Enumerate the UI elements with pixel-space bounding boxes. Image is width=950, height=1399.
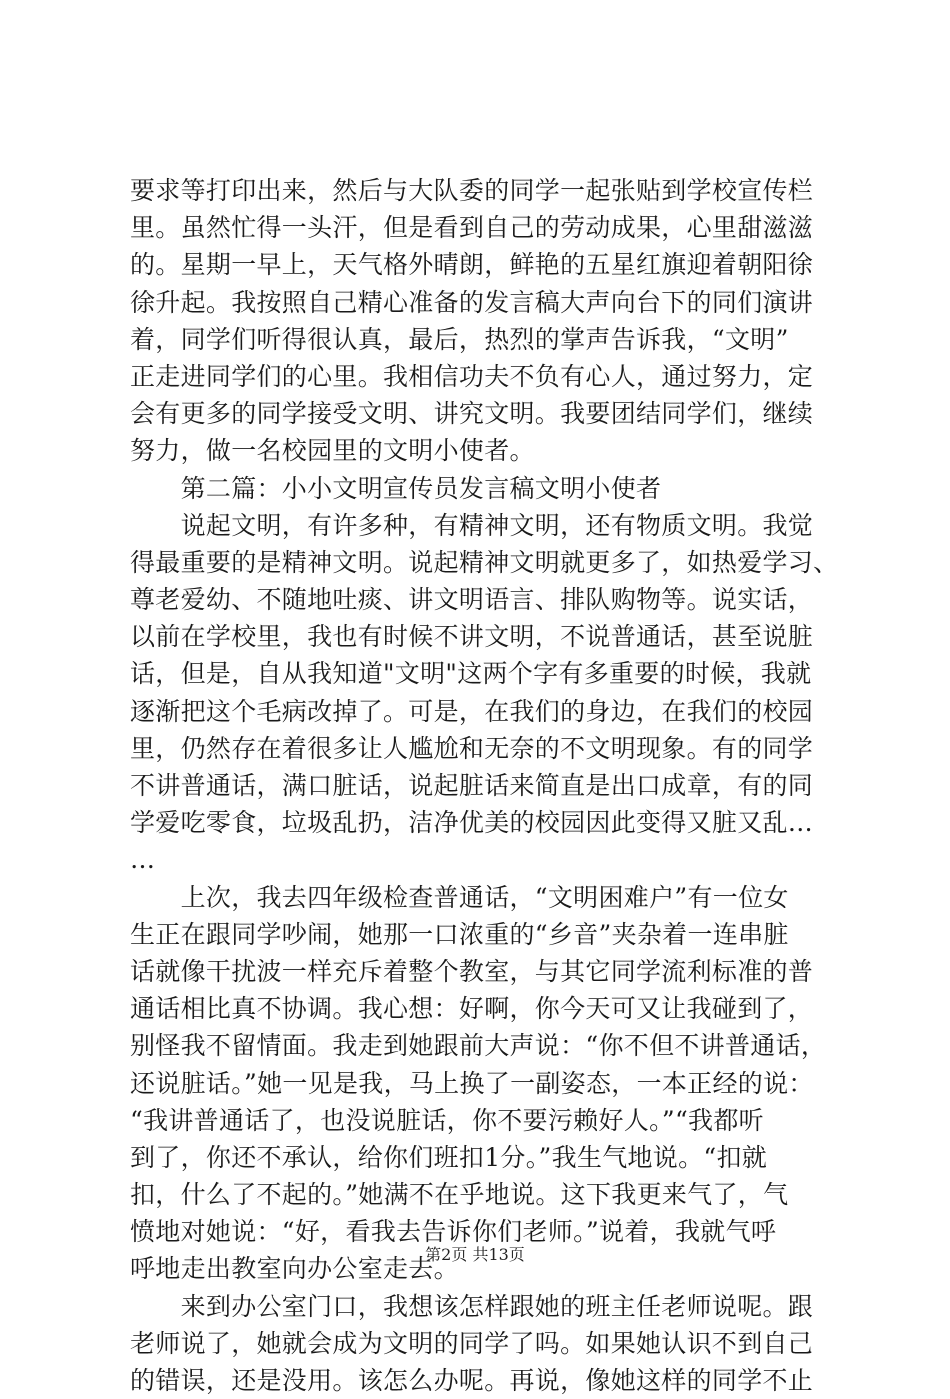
text-line: 要求等打印出来，然后与大队委的同学一起张贴到学校宣传栏 bbox=[130, 176, 814, 205]
text-line: 生正在跟同学吵闹，她那一口浓重的“乡音”夹杂着一连串脏 bbox=[130, 919, 789, 949]
text-line: 逐渐把这个毛病改掉了。可是，在我们的身边，在我们的校园 bbox=[130, 696, 814, 726]
text-line: 学爱吃零食，垃圾乱扔，洁净优美的校园因此变得又脏又乱… bbox=[130, 808, 814, 838]
text-line: 上次，我去四年级检查普通话，“文明困难户”有一位女 bbox=[130, 882, 789, 912]
text-line: 来到办公室门口，我想该怎样跟她的班主任老师说呢。跟 bbox=[130, 1291, 814, 1321]
text-line: 老师说了，她就会成为文明的同学了吗。如果她认识不到自己 bbox=[130, 1328, 814, 1358]
text-line: 话就像干扰波一样充斥着整个教室，与其它同学流利标准的普 bbox=[130, 956, 814, 986]
text-line: 得最重要的是精神文明。说起精神文明就更多了，如热爱学习、 bbox=[130, 547, 839, 577]
text-line: 呼地走出教室向办公室走去。 bbox=[130, 1254, 459, 1284]
text-line: 到了，你还不承认，给你们班扣1分。”我生气地说。“扣就 bbox=[130, 1142, 768, 1172]
text-line: 里。虽然忙得一头汗，但是看到自己的劳动成果，心里甜滋滋 bbox=[130, 213, 814, 243]
text-line: 通话相比真不协调。我心想：好啊，你今天可又让我碰到了， bbox=[130, 994, 814, 1024]
text-line: “我讲普通话了，也没说脏话，你不要污赖好人。”“我都听 bbox=[130, 1105, 764, 1135]
text-line: 里，仍然存在着很多让人尴尬和无奈的不文明现象。有的同学 bbox=[130, 733, 814, 763]
text-line: … bbox=[130, 845, 156, 875]
text-line: 愤地对她说：“好，看我去告诉你们老师。”说着，我就气呼 bbox=[130, 1217, 777, 1247]
text-line: 别怪我不留情面。我走到她跟前大声说：“你不但不讲普通话， bbox=[130, 1031, 827, 1061]
text-line: 尊老爱幼、不随地吐痰、讲文明语言、排队购物等。说实话， bbox=[130, 585, 814, 615]
document-body bbox=[130, 172, 839, 1399]
text-line: 说起文明，有许多种，有精神文明，还有物质文明。我觉 bbox=[130, 510, 814, 540]
text-line: 会有更多的同学接受文明、讲究文明。我要团结同学们，继续 bbox=[130, 399, 814, 429]
text-line: 以前在学校里，我也有时候不讲文明，不说普通话，甚至说脏 bbox=[130, 622, 814, 652]
text-line: 努力，做一名校园里的文明小使者。 bbox=[130, 436, 535, 466]
text-line: 不讲普通话，满口脏话，说起脏话来简直是出口成章，有的同 bbox=[130, 771, 814, 800]
text-line: 的错误，还是没用。该怎么办呢。再说，像她这样的同学不止 bbox=[130, 1366, 814, 1395]
text-line: 还说脏话。”她一见是我，马上换了一副姿态，一本正经的说： bbox=[130, 1068, 814, 1098]
page-footer: 第2页 共13页 bbox=[425, 1245, 525, 1264]
text-line: 话，但是，自从我知道"文明"这两个字有多重要的时候，我就 bbox=[130, 659, 812, 689]
text-line: 正走进同学们的心里。我相信功夫不负有心人，通过努力，定 bbox=[130, 361, 814, 391]
text-line: 徐升起。我按照自己精心准备的发言稿大声向台下的同们演讲 bbox=[130, 287, 814, 317]
text-line: 第二篇：小小文明宣传员发言稿文明小使者 bbox=[130, 473, 662, 503]
text-line: 着，同学们听得很认真，最后，热烈的掌声告诉我，“文明” bbox=[130, 324, 789, 354]
text-line: 扣，什么了不起的。”她满不在乎地说。这下我更来气了，气 bbox=[130, 1180, 789, 1210]
text-line: 的。星期一早上，天气格外晴朗，鲜艳的五星红旗迎着朝阳徐 bbox=[130, 250, 814, 280]
